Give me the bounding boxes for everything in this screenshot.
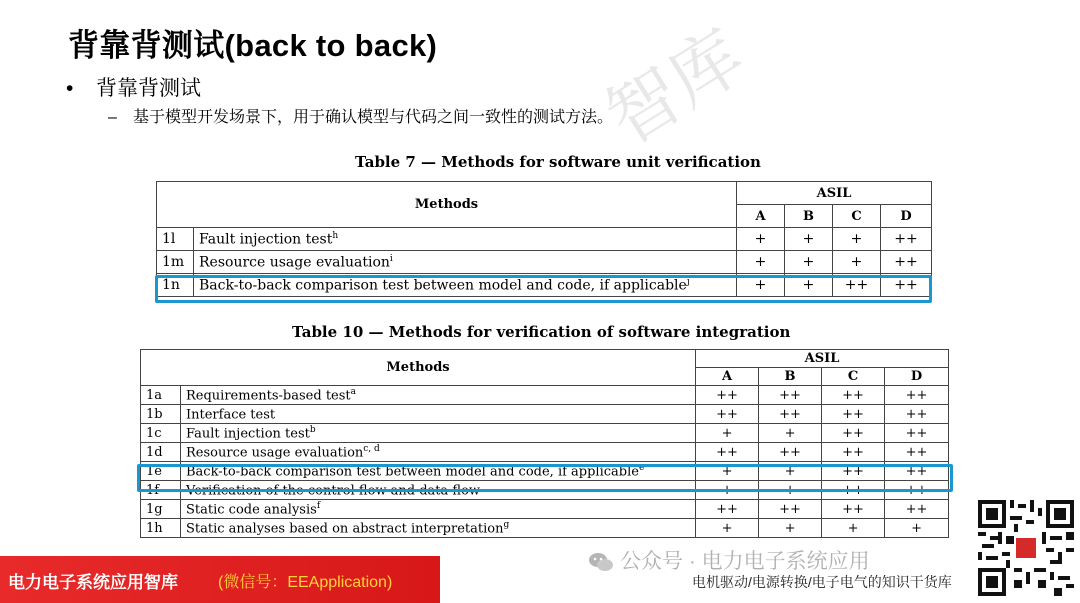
footnote-mark: h xyxy=(332,230,339,241)
qr-code xyxy=(978,500,1074,596)
asil-value: ++ xyxy=(759,405,822,424)
asil-value: ++ xyxy=(881,251,932,274)
method-text: Interface test xyxy=(186,407,276,423)
method-text: Verification of the control flow and data flow xyxy=(186,483,481,499)
table10-level-c: C xyxy=(822,368,885,386)
table10-methods-header: Methods xyxy=(141,350,696,386)
asil-value: ++ xyxy=(885,443,949,462)
bullet-marker: • xyxy=(66,77,74,100)
bullet-level1 xyxy=(66,72,201,102)
asil-value: + xyxy=(759,462,822,481)
asil-value: ++ xyxy=(885,462,949,481)
asil-value: + xyxy=(833,228,881,251)
footnote-mark: g xyxy=(503,519,510,530)
row-id: 1n xyxy=(157,274,194,297)
row-id: 1m xyxy=(157,251,194,274)
row-method xyxy=(181,443,696,462)
table7-level-b: B xyxy=(785,205,833,228)
bullet-level2 xyxy=(108,104,613,127)
table7-asil-header: ASIL xyxy=(737,182,932,205)
method-text: Resource usage evaluation xyxy=(199,254,390,271)
method-text: Back-to-back comparison test between model and code, if applicable xyxy=(186,464,639,480)
table-row xyxy=(141,405,949,424)
table-row xyxy=(141,386,949,405)
asil-value: + xyxy=(833,251,881,274)
asil-value: + xyxy=(737,251,785,274)
row-id: 1a xyxy=(141,386,181,405)
asil-value: ++ xyxy=(885,481,949,500)
brand-name: 电力电子系统应用智库 xyxy=(8,573,178,592)
dash-marker: – xyxy=(108,109,117,126)
row-method xyxy=(181,500,696,519)
row-method xyxy=(181,424,696,443)
wechat-id: (微信号：EEApplication) xyxy=(218,574,393,591)
row-id: 1l xyxy=(157,228,194,251)
row-method xyxy=(194,228,737,251)
table-row xyxy=(157,251,932,274)
asil-value: ++ xyxy=(759,443,822,462)
table10-caption: Table 10 — Methods for verification of software integration xyxy=(292,323,791,341)
asil-value: ++ xyxy=(881,274,932,297)
watermark-text: 智库 xyxy=(591,13,759,161)
row-id: 1d xyxy=(141,443,181,462)
row-id: 1b xyxy=(141,405,181,424)
asil-value: ++ xyxy=(885,386,949,405)
method-text: Fault injection test xyxy=(199,231,333,248)
asil-value: ++ xyxy=(759,386,822,405)
asil-value: + xyxy=(885,519,949,538)
row-method xyxy=(194,251,737,274)
footnote-mark: f xyxy=(316,500,321,511)
table10-asil-header: ASIL xyxy=(696,350,949,368)
table7-level-a: A xyxy=(737,205,785,228)
table7-methods-header: Methods xyxy=(157,182,737,228)
asil-value: ++ xyxy=(759,500,822,519)
table10-level-d: D xyxy=(885,368,949,386)
asil-value: ++ xyxy=(833,274,881,297)
asil-value: ++ xyxy=(885,500,949,519)
asil-value: ++ xyxy=(696,405,759,424)
row-method xyxy=(181,405,696,424)
method-text: Static analyses based on abstract interpretation xyxy=(186,521,504,537)
method-text: Static code analysis xyxy=(186,502,317,518)
asil-value: + xyxy=(737,228,785,251)
bullet-level1-text: 背靠背测试 xyxy=(96,77,201,100)
table7-level-c: C xyxy=(833,205,881,228)
asil-value: + xyxy=(785,228,833,251)
asil-value: ++ xyxy=(822,462,885,481)
table-row xyxy=(141,500,949,519)
footnote-mark: a xyxy=(350,386,357,397)
row-id: 1e xyxy=(141,462,181,481)
asil-value: + xyxy=(696,481,759,500)
asil-value: ++ xyxy=(822,500,885,519)
asil-value: ++ xyxy=(822,481,885,500)
asil-value: ++ xyxy=(822,386,885,405)
row-method xyxy=(181,519,696,538)
footnote-mark: c, d xyxy=(363,443,380,454)
asil-value: + xyxy=(759,519,822,538)
row-method xyxy=(181,386,696,405)
asil-value: + xyxy=(759,481,822,500)
footnote-mark: i xyxy=(389,253,393,264)
asil-value: ++ xyxy=(696,386,759,405)
table7-level-d: D xyxy=(881,205,932,228)
qr-logo-badge xyxy=(1016,538,1036,558)
asil-value: + xyxy=(759,424,822,443)
asil-value: ++ xyxy=(696,443,759,462)
asil-value: + xyxy=(696,462,759,481)
bullet-level2-text: 基于模型开发场景下，用于确认模型与代码之间一致性的测试方法。 xyxy=(133,109,614,126)
method-text: Back-to-back comparison test between model and code, if applicable xyxy=(199,277,687,294)
asil-value: ++ xyxy=(822,424,885,443)
asil-value: + xyxy=(822,519,885,538)
footnote-mark: b xyxy=(309,424,316,435)
table7-highlight-box xyxy=(155,275,932,303)
table10-highlight-box xyxy=(137,464,953,492)
table7-caption: Table 7 — Methods for software unit verification xyxy=(355,153,761,171)
asil-value: + xyxy=(696,424,759,443)
asil-value: ++ xyxy=(822,405,885,424)
footnote-mark: j xyxy=(686,276,690,287)
asil-value: + xyxy=(785,251,833,274)
wechat-watermark xyxy=(588,545,870,575)
table10 xyxy=(140,349,949,538)
asil-value: ++ xyxy=(885,424,949,443)
wechat-icon xyxy=(588,551,614,573)
footnote-mark: e xyxy=(638,462,645,473)
asil-value: ++ xyxy=(822,443,885,462)
table-row xyxy=(141,519,949,538)
asil-value: ++ xyxy=(881,228,932,251)
method-text: Fault injection test xyxy=(186,426,310,442)
table10-level-a: A xyxy=(696,368,759,386)
row-id: 1g xyxy=(141,500,181,519)
asil-value: + xyxy=(785,274,833,297)
row-id: 1h xyxy=(141,519,181,538)
wechat-watermark-text: 公众号 · 电力电子系统应用 xyxy=(620,550,870,573)
tagline: 电机驱动/电源转换/电子电气的知识干货库 xyxy=(692,574,952,590)
asil-value: ++ xyxy=(696,500,759,519)
asil-value: + xyxy=(737,274,785,297)
table10-level-b: B xyxy=(759,368,822,386)
brand-bar xyxy=(0,556,440,603)
method-text: Resource usage evaluation xyxy=(186,445,364,461)
row-id: 1f xyxy=(141,481,181,500)
method-text: Requirements-based test xyxy=(186,388,351,404)
table-row xyxy=(141,424,949,443)
slide-title: 背靠背测试(back to back) xyxy=(68,28,438,63)
asil-value: ++ xyxy=(885,405,949,424)
asil-value: + xyxy=(696,519,759,538)
table-row xyxy=(141,443,949,462)
row-id: 1c xyxy=(141,424,181,443)
table-row xyxy=(157,228,932,251)
